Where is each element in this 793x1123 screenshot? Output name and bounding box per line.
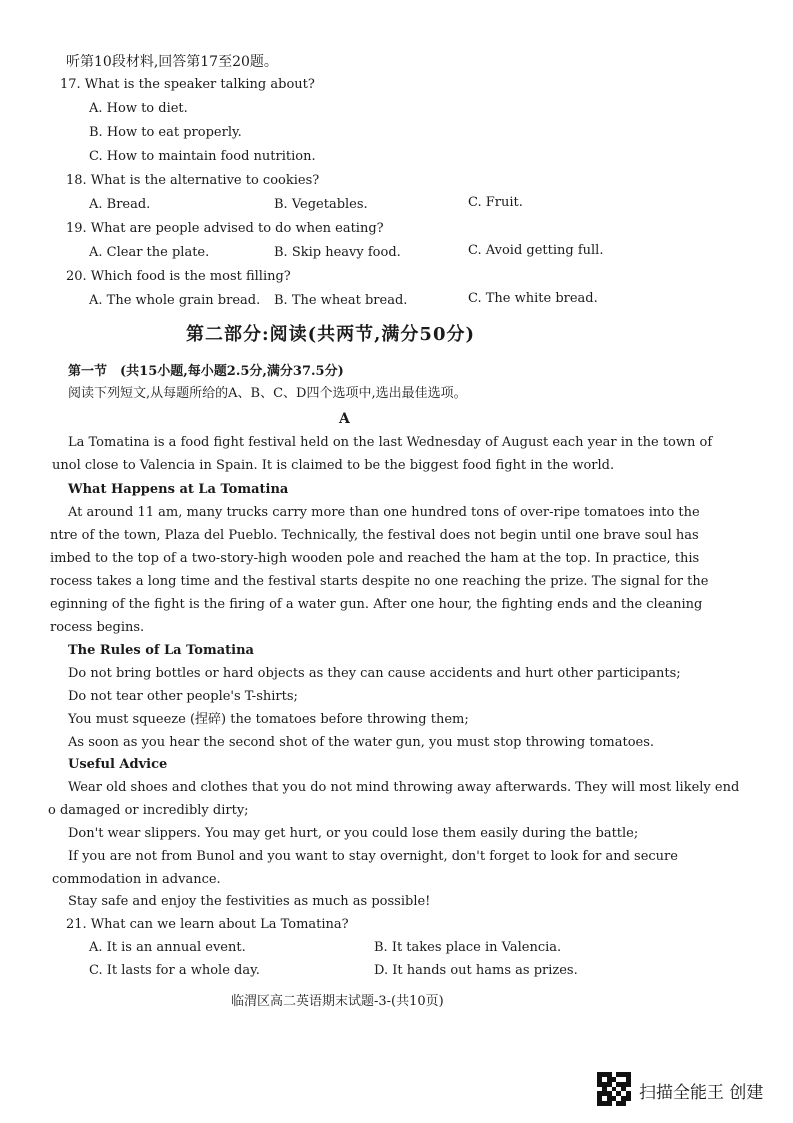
- part-two-title: 第二部分:阅读(共两节,满分50分): [186, 324, 475, 345]
- page-footer: 临渭区高二英语期末试题-3-(共10页): [231, 994, 444, 1009]
- scanner-watermark: 扫描全能王 创建: [639, 1083, 764, 1103]
- advice-line-4: If you are not from Bunol and you want to stay overnight, don't forget to look for and secure: [68, 849, 678, 864]
- section-one-heading: 第一节 (共15小题,每小题2.5分,满分37.5分): [68, 364, 344, 379]
- advice-line-5: commodation in advance.: [52, 872, 221, 887]
- question-17-option-b: B. How to eat properly.: [89, 125, 242, 140]
- advice-line-3: Don't wear slippers. You may get hurt, or you could lose them easily during the battle;: [68, 826, 639, 841]
- question-18-option-a: A. Bread.: [89, 197, 151, 212]
- paragraph-2-line-6: rocess begins.: [50, 620, 145, 635]
- question-19-option-a: A. Clear the plate.: [89, 245, 210, 260]
- paragraph-1-line-2: unol close to Valencia in Spain. It is claimed to be the biggest food fight in the world.: [52, 458, 615, 473]
- question-21-option-d: D. It hands out hams as prizes.: [374, 963, 578, 978]
- paragraph-2-line-4: rocess takes a long time and the festival starts despite no one reaching the prize. The signal for the: [50, 574, 709, 589]
- question-20-option-a: A. The whole grain bread.: [89, 293, 261, 308]
- advice-line-1: Wear old shoes and clothes that you do not mind throwing away afterwards. They will most likely end: [68, 780, 740, 795]
- paragraph-2-line-2: ntre of the town, Plaza del Pueblo. Technically, the festival does not begin until one brave soul has: [50, 528, 699, 543]
- question-17-stem: 17. What is the speaker talking about?: [60, 77, 315, 92]
- rule-3: You must squeeze (捏碎) the tomatoes before throwing them;: [68, 712, 469, 727]
- passage-label: A: [339, 411, 350, 427]
- question-19-stem: 19. What are people advised to do when eating?: [66, 221, 384, 236]
- question-20-option-b: B. The wheat bread.: [274, 293, 408, 308]
- question-21-option-a: A. It is an annual event.: [89, 940, 246, 955]
- question-18-stem: 18. What is the alternative to cookies?: [66, 173, 320, 188]
- heading-what-happens: What Happens at La Tomatina: [68, 482, 289, 497]
- question-19-option-c: C. Avoid getting full.: [468, 243, 604, 258]
- question-18-option-b: B. Vegetables.: [274, 197, 368, 212]
- question-21-stem: 21. What can we learn about La Tomatina?: [66, 917, 349, 932]
- question-21-option-c: C. It lasts for a whole day.: [89, 963, 260, 978]
- listening-intro: 听第10段材料,回答第17至20题。: [66, 54, 278, 70]
- paragraph-2-line-1: At around 11 am, many trucks carry more than one hundred tons of over-ripe tomatoes into the: [68, 505, 700, 520]
- question-17-option-a: A. How to diet.: [89, 101, 188, 116]
- rule-1: Do not bring bottles or hard objects as they can cause accidents and hurt other participants;: [68, 666, 681, 681]
- question-19-option-b: B. Skip heavy food.: [274, 245, 401, 260]
- question-20-stem: 20. Which food is the most filling?: [66, 269, 291, 284]
- qr-code-icon: [597, 1072, 631, 1106]
- question-17-option-c: C. How to maintain food nutrition.: [89, 149, 316, 164]
- heading-rules: The Rules of La Tomatina: [68, 643, 254, 658]
- paragraph-2-line-3: imbed to the top of a two-story-high wooden pole and reached the ham at the top. In practice, this: [50, 551, 700, 566]
- paragraph-2-line-5: eginning of the fight is the firing of a water gun. After one hour, the fighting ends and the cleaning: [50, 597, 703, 612]
- rule-2: Do not tear other people's T-shirts;: [68, 689, 298, 704]
- reading-instruction: 阅读下列短文,从每题所给的A、B、C、D四个选项中,选出最佳选项。: [68, 386, 467, 401]
- question-20-option-c: C. The white bread.: [468, 291, 598, 306]
- question-18-option-c: C. Fruit.: [468, 195, 523, 210]
- rule-4: As soon as you hear the second shot of the water gun, you must stop throwing tomatoes.: [68, 735, 655, 750]
- paragraph-1-line-1: La Tomatina is a food fight festival held on the last Wednesday of August each year in the town of: [68, 435, 713, 450]
- advice-line-6: Stay safe and enjoy the festivities as much as possible!: [68, 894, 431, 909]
- heading-useful-advice: Useful Advice: [68, 757, 168, 772]
- question-21-option-b: B. It takes place in Valencia.: [374, 940, 562, 955]
- advice-line-2: o damaged or incredibly dirty;: [48, 803, 249, 818]
